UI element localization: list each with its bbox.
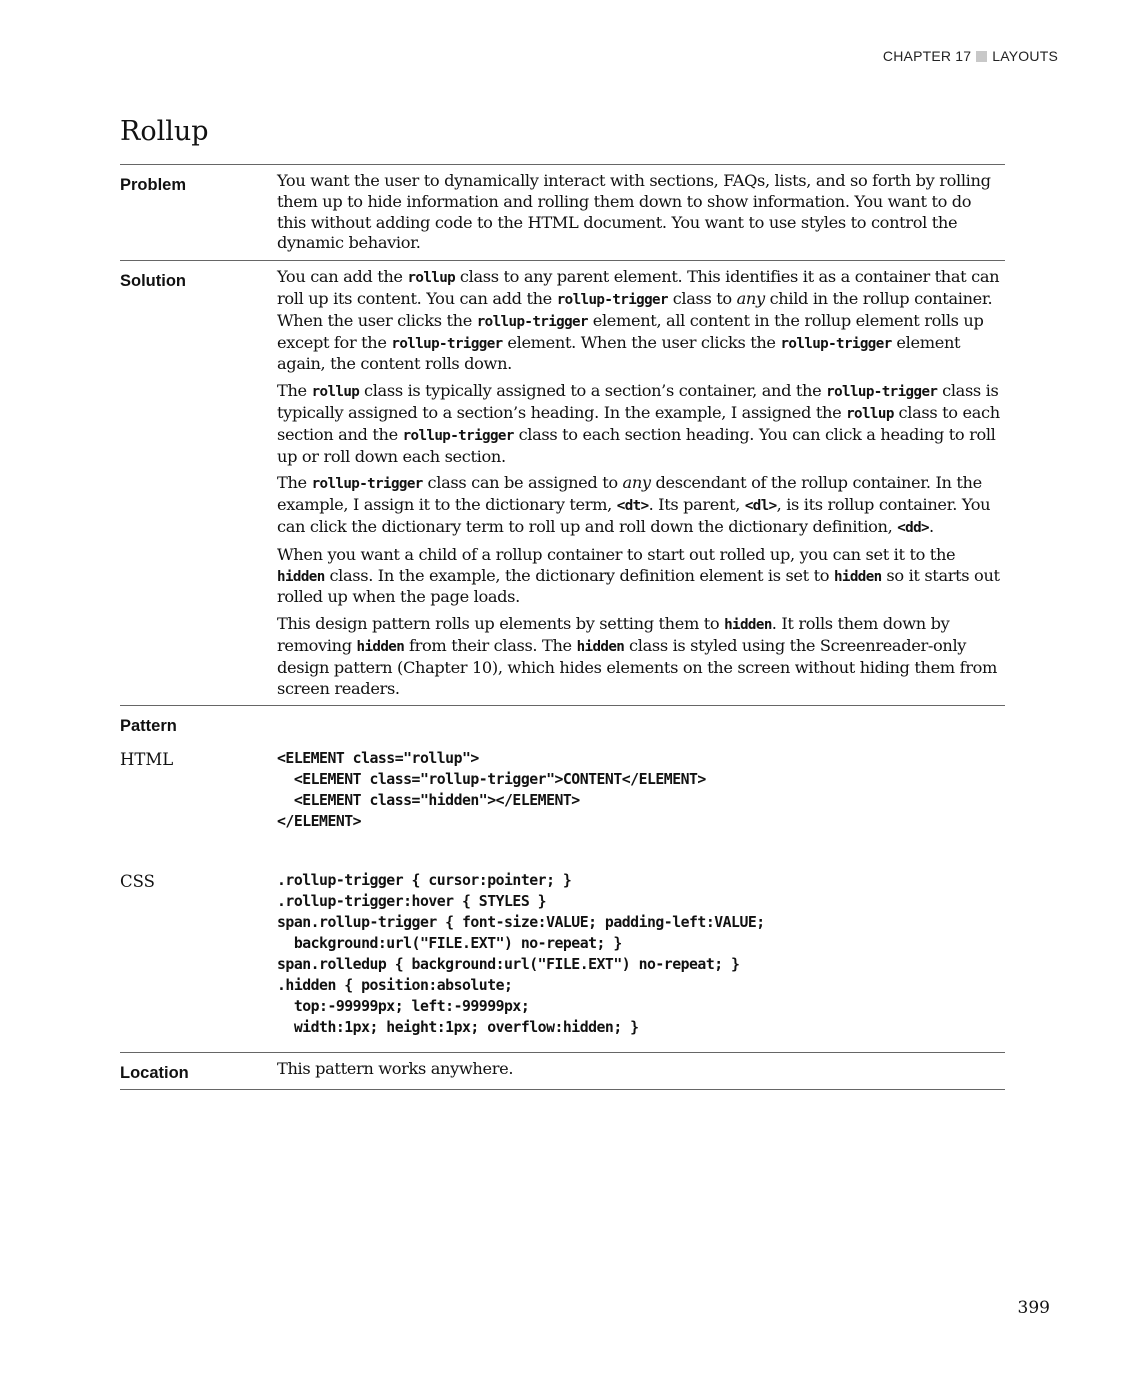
html-code-block: <ELEMENT class="rollup"> <ELEMENT class="rollup-trigger">CONTENT</ELEMENT> <ELEMENT class="hidden"></ELEMENT> </ELEMENT>	[277, 750, 706, 831]
section-label: LAYOUTS	[992, 48, 1058, 64]
solution-content	[277, 261, 1005, 705]
text-run: class is typically assigned to a section’s heading. In the example, I assigned the	[277, 381, 999, 422]
css-label: CSS	[120, 872, 155, 892]
text-run: class is styled using the Screenreader-only design pattern (Chapter 10), which hides elements on the screen without hiding them from screen readers.	[277, 635, 998, 698]
inline-code: <dt>	[616, 498, 649, 515]
inline-code: hidden	[277, 568, 325, 585]
solution-paragraph	[277, 473, 1005, 538]
text-run: element again, the content rolls down.	[277, 332, 961, 374]
problem-row	[120, 164, 1005, 260]
inline-code: <dd>	[897, 519, 929, 536]
inline-code: rollup-trigger	[556, 291, 668, 308]
pattern-css-row	[120, 870, 1005, 1052]
text-run: from their class. The	[404, 635, 577, 655]
text-run: class to any parent element. This identifies it as a container that can roll up its content. You can add the	[277, 267, 1000, 308]
solution-paragraph	[277, 267, 1005, 375]
location-text: This pattern works anywhere.	[277, 1059, 514, 1079]
text-run: class to each section heading. You can click a heading to roll up or roll down each section.	[277, 424, 996, 466]
problem-text: You want the user to dynamically interact with sections, FAQs, lists, and so forth by rolling them up to hide information and rolling them down to show information. You want to do this without adding code to the HTML document. You want to use styles to control the dynamic behavior.	[277, 171, 991, 253]
location-content	[277, 1053, 1005, 1089]
pattern-row	[120, 705, 1005, 736]
inline-code: rollup	[846, 405, 894, 422]
text-run: You can add the	[277, 267, 408, 287]
text-run: This design pattern rolls up elements by setting them to	[277, 614, 725, 634]
inline-code: rollup-trigger	[780, 335, 892, 352]
text-run: . Its parent,	[648, 495, 745, 515]
inline-code: hidden	[356, 638, 405, 655]
running-header	[883, 48, 1058, 64]
css-code-container	[277, 870, 1005, 1044]
html-code-container	[277, 748, 1005, 838]
inline-code: hidden	[833, 568, 882, 585]
html-label: HTML	[120, 750, 174, 770]
location-row	[120, 1052, 1005, 1090]
problem-label: Problem	[120, 176, 187, 194]
text-run: , is its rollup container. You can click the dictionary term to roll up and roll down the dictionary definition,	[277, 495, 991, 536]
text-run: child in the rollup container. When the user clicks the	[277, 288, 993, 330]
chapter-label: CHAPTER 17	[882, 48, 972, 64]
text-run: class to each section and the	[277, 402, 1000, 444]
inline-code: rollup-trigger	[402, 427, 514, 444]
text-run: The	[277, 473, 312, 493]
text-run: class to	[667, 288, 737, 308]
pattern-label: Pattern	[120, 717, 177, 736]
inline-code: rollup	[407, 270, 456, 287]
inline-code: hidden	[576, 638, 625, 655]
inline-code: rollup	[311, 384, 360, 401]
solution-paragraph	[277, 545, 1005, 608]
page-title: Rollup	[120, 116, 209, 147]
inline-code: rollup-trigger	[476, 313, 588, 330]
text-run: descendant of the rollup container. In the example, I assign it to the dictionary term,	[277, 473, 982, 515]
pattern-html-row	[120, 748, 1005, 838]
solution-label: Solution	[120, 272, 186, 291]
inline-code: rollup-trigger	[826, 384, 938, 401]
text-run: class. In the example, the dictionary definition element is set to	[324, 565, 834, 585]
text-run: . It rolls them down by removing	[277, 614, 950, 655]
text-run: When you want a child of a rollup container to start out rolled up, you can set it to the	[277, 544, 956, 564]
text-run: element. When the user clicks the	[502, 332, 781, 352]
page-number: 399	[1017, 1298, 1050, 1318]
text-run: class is typically assigned to a section’s container, and the	[359, 381, 827, 401]
text-run: element, all content in the rollup element rolls up except for the	[277, 310, 984, 352]
pattern-table	[120, 164, 1005, 1090]
solution-row	[120, 260, 1005, 705]
solution-paragraph	[277, 381, 1005, 467]
inline-code: rollup-trigger	[311, 476, 423, 493]
css-code-block: .rollup-trigger { cursor:pointer; } .rollup-trigger:hover { STYLES } span.rollup-trigger { font-size:VALUE; padding-left:VALUE; background:url("FILE.EXT") no-repeat; } span.rolledup { background:url("FILE.EXT") no-repeat; } .hidden { position:absolute; top:-99999px; left:-99999px; width:1px; height:1px; overflow:hidden; }	[277, 872, 765, 1037]
emphasis: any	[736, 288, 765, 308]
square-separator-icon	[976, 51, 987, 62]
problem-content	[277, 165, 1005, 260]
text-run: .	[929, 516, 934, 536]
text-run: so it starts out rolled up when the page loads.	[277, 565, 1000, 607]
text-run: The	[277, 381, 312, 401]
inline-code: hidden	[724, 617, 772, 634]
inline-code: <dl>	[744, 498, 777, 515]
location-label: Location	[120, 1064, 189, 1083]
text-run: class can be assigned to	[422, 473, 623, 493]
pattern-content	[277, 706, 1005, 736]
inline-code: rollup-trigger	[391, 335, 503, 352]
solution-paragraph	[277, 614, 1005, 699]
emphasis: any	[622, 473, 651, 493]
